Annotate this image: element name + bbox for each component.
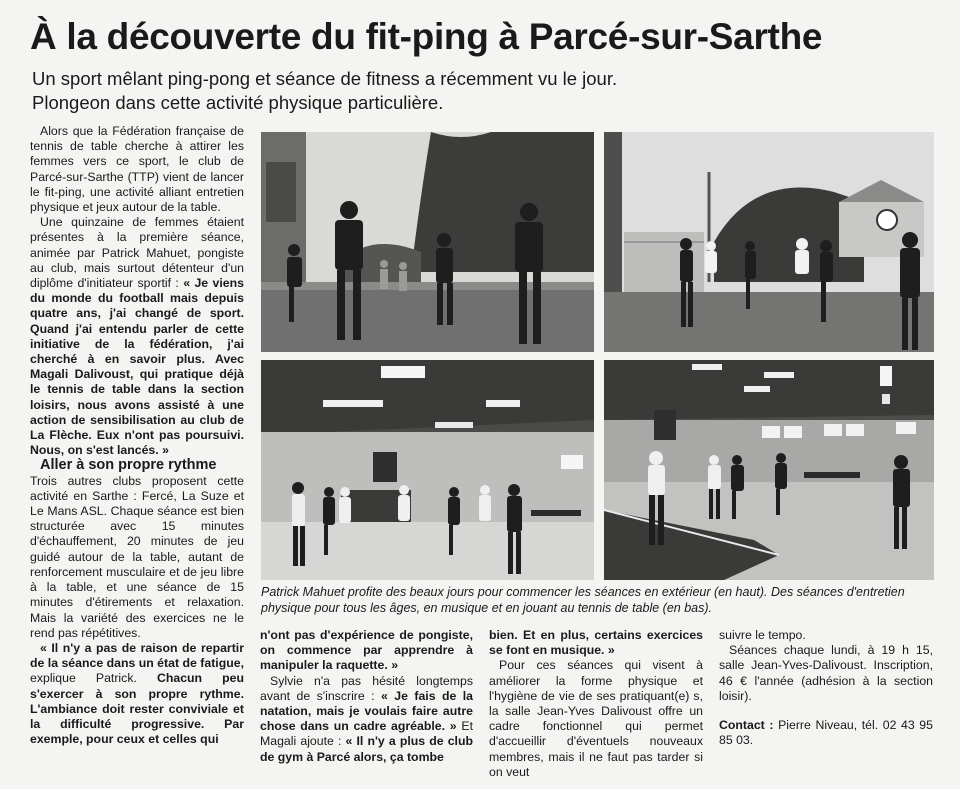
text: Une quinzaine de femmes étaient présentes à la première séance, animée par Patrick Mahuet, pongiste au club, mais surtout détenteur d'un diplôme d'initiateur sportif : [30, 215, 244, 291]
column-2 [260, 628, 473, 765]
quote: Chacun peu s'exercer à son propre rythme. L'ambiance doit rester conviviale et la difficulté progressive. Par exemple, pour ceux et celles qui [30, 671, 245, 747]
paragraph: Séances chaque lundi, à 19 h 15, salle Jean-Yves-Dalivoust. Inscription, 46 € l'année (adhésion à la section loisir). [719, 643, 933, 703]
quote: « Il n'y a plus de club de gym à Parcé alors, ça tombe [260, 734, 473, 764]
contact-text: Pierre Niveau, tél. 02 43 95 85 03. [719, 718, 933, 748]
paragraph [30, 641, 244, 747]
photo-outdoor-right [604, 132, 934, 352]
paragraph [260, 674, 473, 765]
photo-outdoor-left [261, 132, 594, 352]
lead-line-1: Un sport mêlant ping-pong et séance de fitness a récemment vu le jour. [32, 68, 618, 89]
subheading: Aller à son propre rythme [40, 457, 217, 474]
paragraph: Trois autres clubs proposent cette activité en Sarthe : Fercé, La Suze et Le Mans ASL. Chaque séance est bien structurée avec 15 minutes d'échauffement, 20 minutes de jeu guidé autour de la table, autant de renforcement musculaire et de jeu libre à la table, et une séance de 15 minutes d'étirements et relaxation. Mais la variété des exercices ne le rend pas répétitives. [30, 473, 244, 640]
quote: « Je fais de la natation, mais je voulais faire autre chose dans un cadre agréable. » [260, 688, 474, 734]
text: Sylvie n'a pas hésité longtemps avant de s'inscrire : [260, 673, 473, 703]
paragraph: Pour ces séances qui visent à améliorer la forme physique et l'hygiène de vie de ses pratiquant(e) s, la salle Jean-Yves Dalivoust offre un cadre fonctionnel qui permet d'accueillir d'éventuels nouveaux membres, mais il ne faut pas tarder si on veut [489, 658, 703, 779]
paragraph: Alors que la Fédération française de tennis de table cherche à attirer les femmes vers ce sport, le club de Parcé-sur-Sarthe (TTP) vient de lancer le fit-ping, une activité alliant entretien physique et jeux autour de la table. [30, 124, 244, 215]
column-4 [719, 628, 933, 748]
quote: n'ont pas d'expérience de pongiste, on commence par apprendre à manipuler la raquette. » [260, 628, 473, 673]
quote: « Il n'y a pas de raison de repartir de la séance dans un état de fatigue, [30, 640, 244, 671]
contact-line [719, 718, 933, 748]
text: Et Magali ajoute : [260, 719, 473, 749]
column-1 [30, 124, 244, 747]
photo-indoor-right [604, 360, 934, 580]
paragraph [30, 215, 244, 458]
column-3 [489, 628, 703, 780]
contact-label: Contact : [719, 718, 774, 733]
lead-line-2: Plongeon dans cette activité physique particulière. [32, 92, 444, 113]
headline: À la découverte du fit-ping à Parcé-sur-Sarthe [30, 16, 823, 57]
paragraph [260, 628, 473, 674]
text: explique Patrick. [30, 671, 157, 686]
paragraph [489, 628, 703, 658]
photo-indoor-left [261, 360, 594, 580]
quote: bien. Et en plus, certains exercices se font en musique. » [489, 628, 703, 658]
paragraph: suivre le tempo. [719, 628, 806, 642]
caption-line-2: physique pour tous les âges, en musique et en jouant au tennis de table (en bas). [261, 601, 712, 615]
quote: « Je viens du monde du football mais depuis quatre ans, j'ai changé de sport. Quand j'ai entendu parler de cette initiative de la fédération, j'ai cherché à en savoir plus. Avec Magali Dalivoust, qui pratique déjà le tennis de table dans la section loisirs, nous avons assisté à une action de sensibilisation au club de La Flèche. Eux n'ont pas poursuivi. Nous, on s'est lancés. » [30, 276, 244, 458]
caption-line-1: Patrick Mahuet profite des beaux jours pour commencer les séances en extérieur (en haut). Des séances d'entretien [261, 585, 905, 599]
photo-caption [261, 584, 937, 616]
